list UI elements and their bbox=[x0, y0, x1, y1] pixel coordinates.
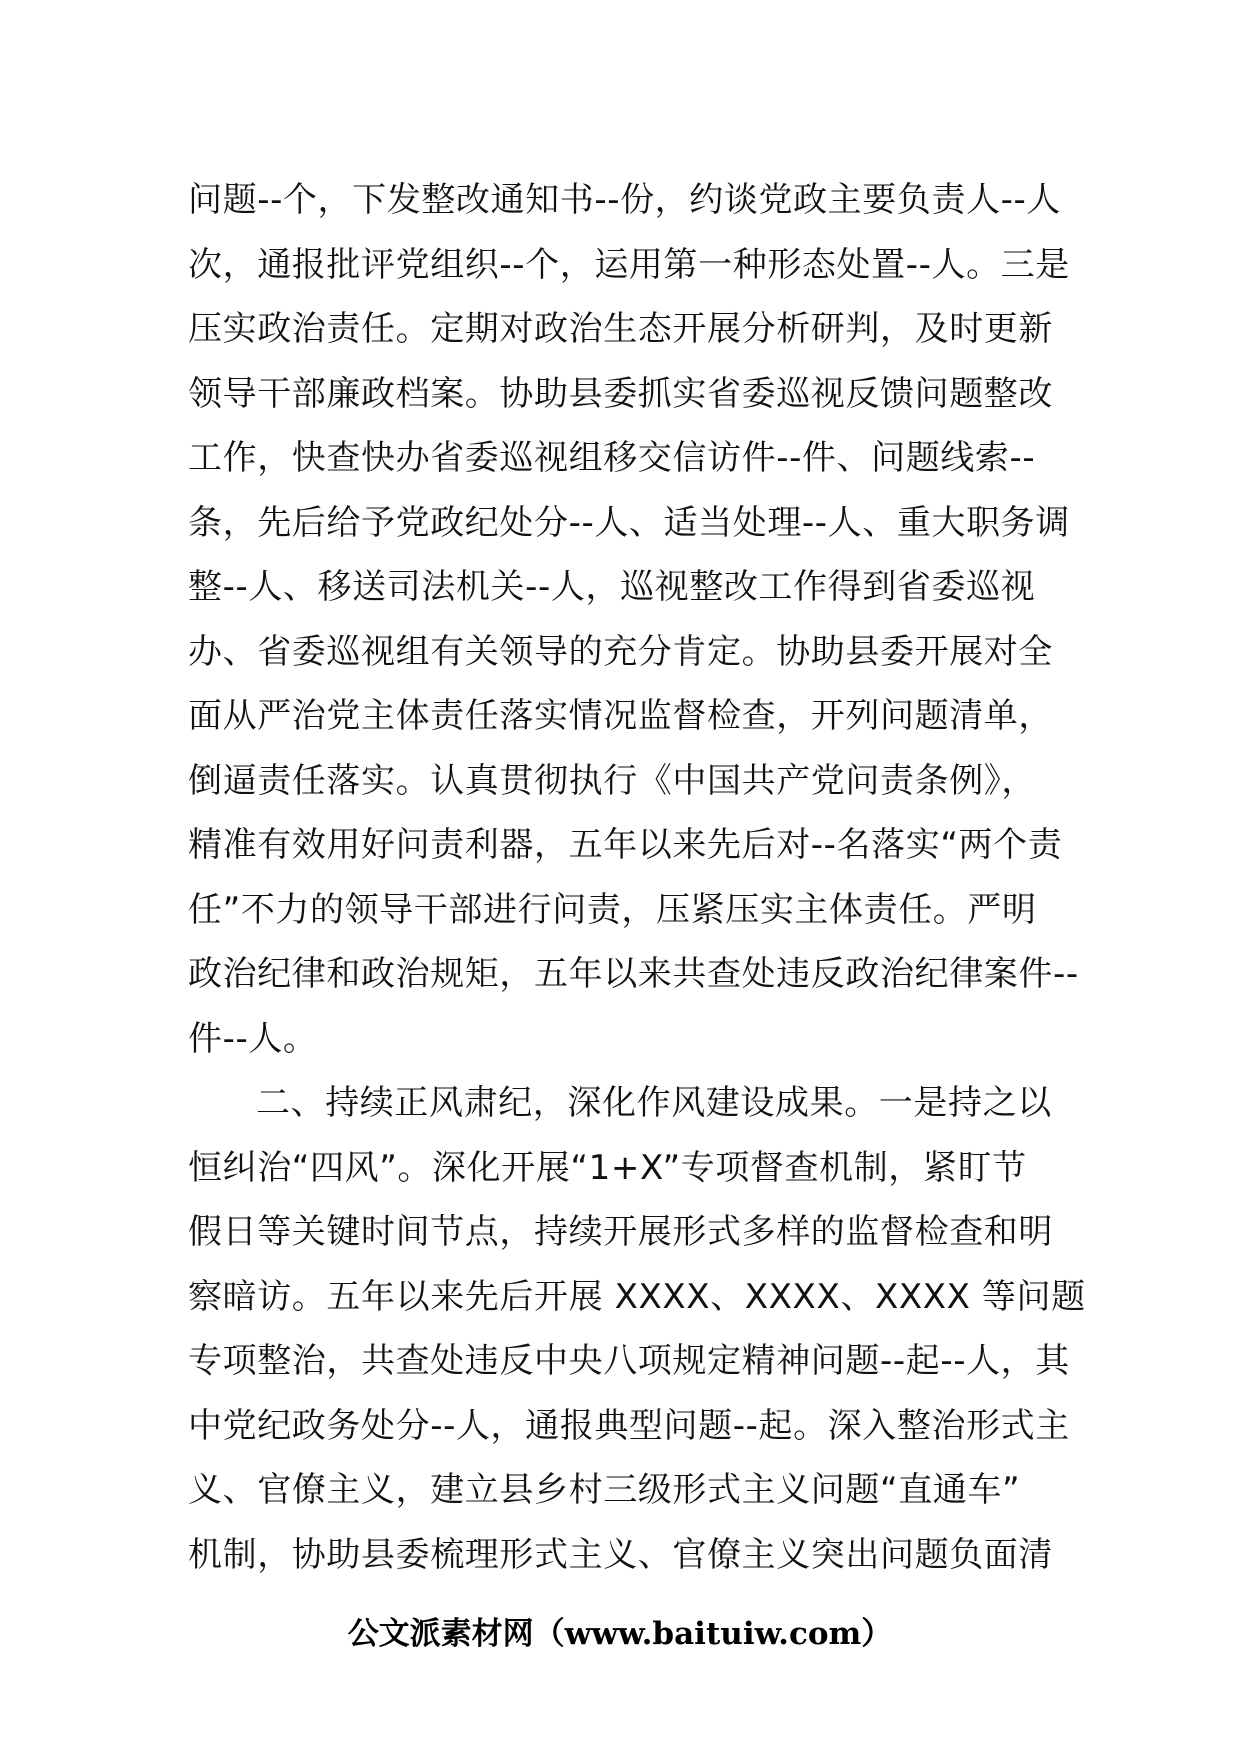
text-line: 压实政治责任。定期对政治生态开展分析研判，及时更新 bbox=[188, 309, 1053, 349]
text-line: 假日等关键时间节点，持续开展形式多样的监督检查和明 bbox=[188, 1212, 1053, 1252]
text-line: 工作，快查快办省委巡视组移交信访件--件、问题线索-- bbox=[188, 438, 1036, 478]
text-line: 恒纠治“四风”。深化开展“1+X”专项督查机制，紧盯节 bbox=[188, 1147, 1027, 1188]
document-body bbox=[188, 168, 1086, 1587]
text-line: 条，先后给予党政纪处分--人、适当处理--人、重大职务调 bbox=[188, 502, 1070, 543]
text-line: 义、官僚主义，建立县乡村三级形式主义问题“直通车” bbox=[188, 1470, 1021, 1510]
text-line: 机制，协助县委梳理形式主义、官僚主义突出问题负面清 bbox=[188, 1534, 1053, 1575]
text-line: 倒逼责任落实。认真贯彻执行《中国共产党问责条例》， bbox=[188, 760, 1036, 801]
text-line: 次，通报批评党组织--个，运用第一种形态处置--人。三是 bbox=[188, 244, 1070, 285]
text-line: 面从严治党主体责任落实情况监督检查，开列问题清单， bbox=[188, 696, 1053, 736]
text-line: 件--人。 bbox=[188, 1018, 318, 1059]
text-line: 领导干部廉政档案。协助县委抓实省委巡视反馈问题整改 bbox=[188, 373, 1053, 414]
text-line: 精准有效用好问责利器，五年以来先后对--名落实“两个责 bbox=[188, 825, 1063, 865]
text-line: 任”不力的领导干部进行问责，压紧压实主体责任。严明 bbox=[188, 889, 1037, 930]
text-line: 专项整治，共查处违反中央八项规定精神问题--起--人，其 bbox=[188, 1341, 1070, 1381]
text-line: 整--人、移送司法机关--人，巡视整改工作得到省委巡视 bbox=[188, 567, 1036, 607]
text-line: 办、省委巡视组有关领导的充分肯定。协助县委开展对全 bbox=[188, 631, 1053, 672]
text-line: 政治纪律和政治规矩，五年以来共查处违反政治纪律案件-- bbox=[188, 954, 1079, 994]
text-line: 察暗访。五年以来先后开展 XXXX、XXXX、XXXX 等问题 bbox=[188, 1276, 1086, 1317]
text-line: 问题--个，下发整改通知书--份，约谈党政主要负责人--人 bbox=[188, 180, 1062, 220]
footer-watermark: 公文派素材网（www.baituiw.com） bbox=[347, 1616, 893, 1652]
text-line: 中党纪政务处分--人，通报典型问题--起。深入整治形式主 bbox=[188, 1405, 1070, 1446]
paragraph-start-line: 二、持续正风肃纪，深化作风建设成果。一是持之以 bbox=[256, 1083, 1052, 1123]
